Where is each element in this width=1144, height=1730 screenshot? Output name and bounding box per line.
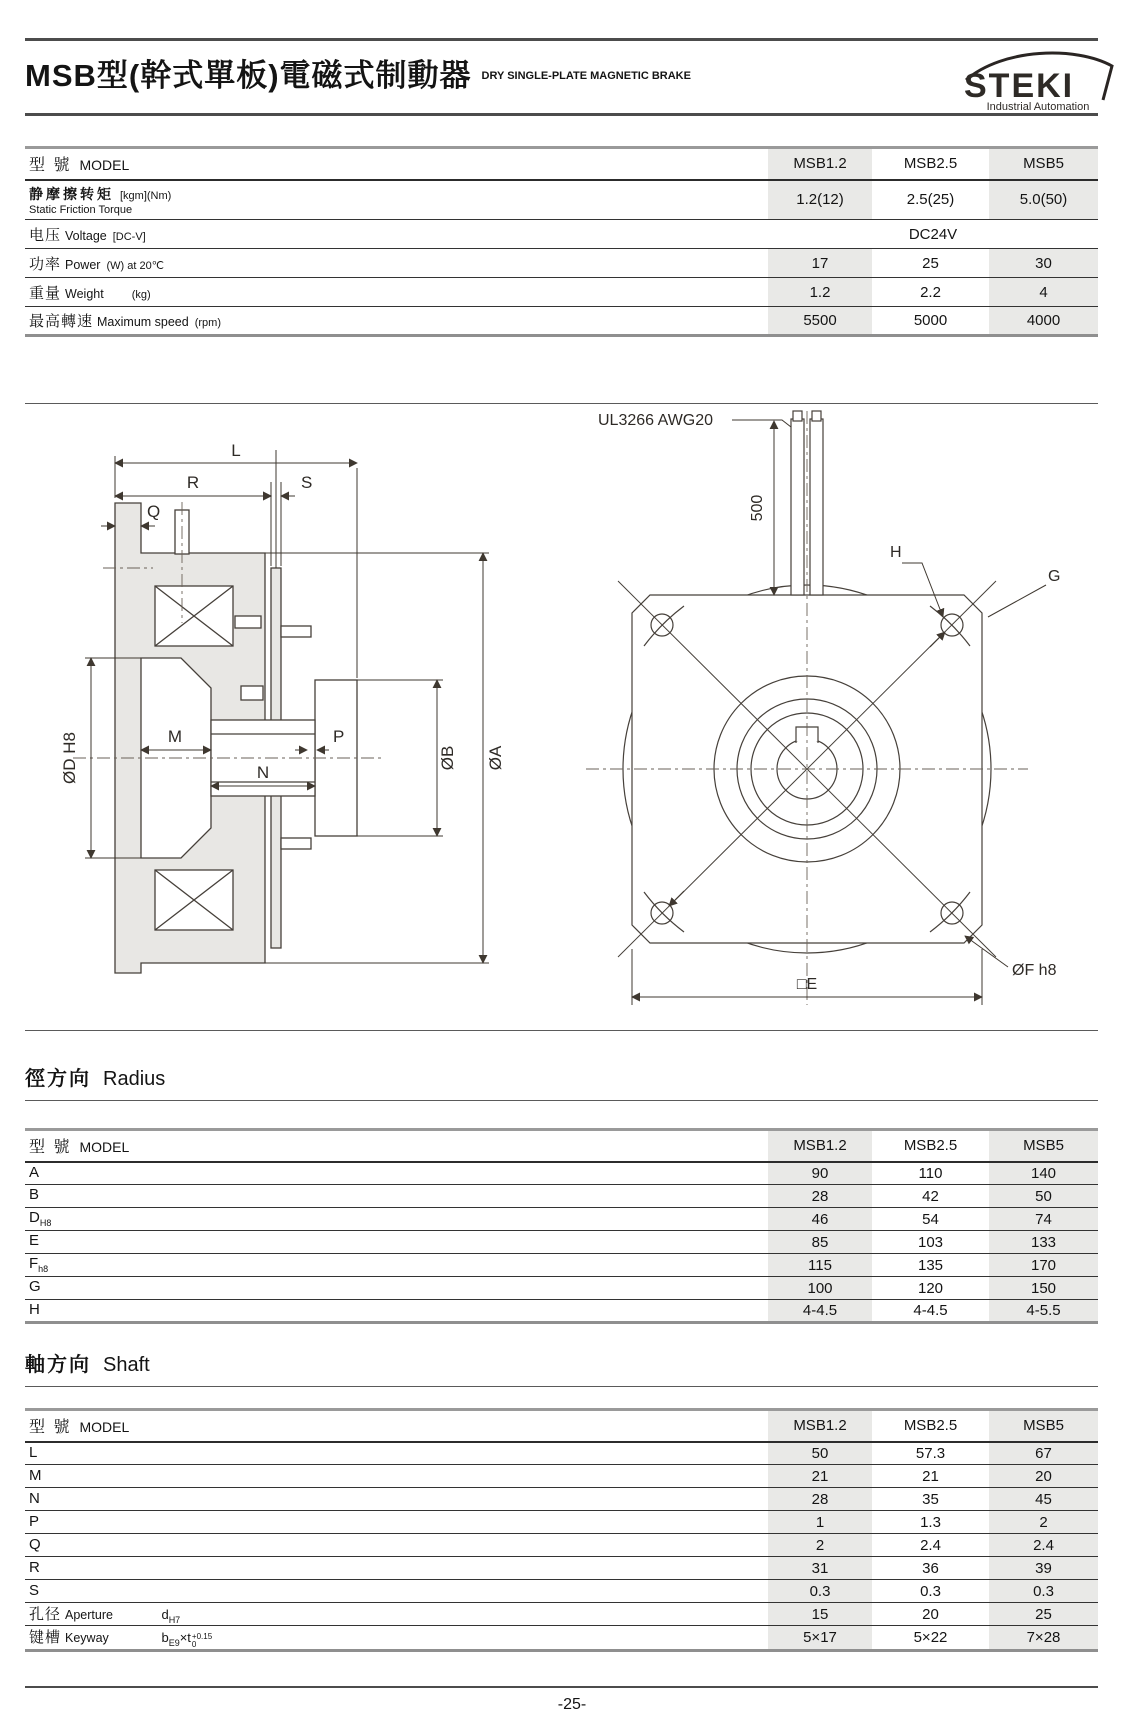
- value-cell: 25: [989, 1603, 1098, 1626]
- value-cell: 100: [768, 1277, 872, 1300]
- shaft-heading-rule: [25, 1386, 1098, 1387]
- table-header-row: [25, 1410, 1098, 1442]
- value-cell: 50: [768, 1442, 872, 1465]
- dim-symbol: L: [29, 1444, 38, 1462]
- value-cell: 4-4.5: [913, 1302, 948, 1319]
- model-header-zh: 型 號: [29, 1139, 72, 1157]
- value-cell: 2: [989, 1511, 1098, 1534]
- model-header-en: MODEL: [79, 157, 130, 174]
- value-cell: 0.3: [768, 1580, 872, 1603]
- dim-symbol: G: [29, 1278, 41, 1296]
- dim-symbol: Q: [29, 1536, 41, 1553]
- row-label-zh: 电压: [29, 226, 62, 244]
- value-cell: 4-5.5: [989, 1300, 1098, 1323]
- value-cell: 150: [989, 1277, 1098, 1300]
- row-label-zh: 功率: [29, 255, 62, 273]
- value-cell: 15: [768, 1603, 872, 1626]
- row-label-zh: 重量: [29, 284, 62, 302]
- lead-wire: [791, 419, 804, 595]
- row-label-cell: [25, 1254, 768, 1277]
- dim-label-dia-a: ØA: [486, 745, 505, 771]
- page-title: MSB型(幹式單板)電磁式制動器: [25, 58, 472, 93]
- column-header: MSB1.2: [768, 1130, 872, 1162]
- column-header: MSB2.5: [903, 1417, 958, 1435]
- table-row: [25, 1534, 1098, 1557]
- value-cell: 50: [989, 1185, 1098, 1208]
- table-row: [25, 307, 1098, 336]
- dim-symbol: A: [29, 1163, 40, 1181]
- radius-table: [25, 1128, 1098, 1324]
- screw-detail: [241, 686, 263, 700]
- dim-label-N: N: [256, 763, 270, 782]
- row-label-cell: [25, 1626, 768, 1651]
- value-cell: 54: [922, 1210, 939, 1228]
- table-row: [25, 1185, 1098, 1208]
- row-label-cell: [25, 278, 768, 307]
- row-label-cell: [25, 1465, 768, 1488]
- cross-section-drawing: [55, 418, 515, 998]
- row-label-cell: [25, 1557, 768, 1580]
- model-header-cell: [25, 1130, 768, 1162]
- page-subtitle: DRY SINGLE-PLATE MAGNETIC BRAKE: [481, 70, 691, 82]
- value-cell: 5×17: [768, 1626, 872, 1651]
- row-label-zh: 静摩擦转矩: [29, 185, 114, 202]
- value-cell: 46: [768, 1208, 872, 1231]
- value-cell: 74: [989, 1208, 1098, 1231]
- header-bottom-rule: [25, 113, 1098, 116]
- value-cell: 30: [989, 249, 1098, 278]
- row-label-unit: [kgm](Nm): [120, 189, 172, 202]
- stator-body: [115, 503, 357, 973]
- tolerance-upper: +0.15: [191, 1632, 213, 1642]
- value-cell: 28: [768, 1488, 872, 1511]
- column-header: MSB1.2: [768, 1410, 872, 1442]
- table-header-row: [25, 1130, 1098, 1162]
- row-label-cell: [25, 1580, 768, 1603]
- model-header-cell: [25, 148, 768, 180]
- row-label-cell: [25, 220, 768, 249]
- value-cell: 4-4.5: [768, 1300, 872, 1323]
- dim-symbol: S: [29, 1582, 40, 1599]
- value-cell: 57.3: [915, 1444, 946, 1462]
- table-row: [25, 1626, 1098, 1651]
- dim-label-R: R: [186, 473, 200, 492]
- page-number: -25-: [557, 1696, 587, 1713]
- model-header-cell: [25, 1410, 768, 1442]
- table-row: [25, 1300, 1098, 1323]
- value-cell: 2.5(25): [906, 191, 955, 209]
- dim-symbol: D: [29, 1209, 40, 1227]
- dim-label-dia-d: ØD H8: [60, 732, 79, 784]
- row-label-cell: [25, 307, 768, 336]
- row-label-cell: [25, 1300, 768, 1323]
- table-row: [25, 1580, 1098, 1603]
- lead-wire: [810, 419, 823, 595]
- spec-table: [25, 146, 1098, 337]
- row-label-en: Aperture: [65, 1608, 113, 1622]
- dim-label-L: L: [231, 441, 241, 460]
- screw-detail: [235, 616, 261, 628]
- dim-symbol: d: [161, 1607, 169, 1622]
- value-cell: 1: [768, 1511, 872, 1534]
- table-row: [25, 220, 1098, 249]
- value-cell: 21: [922, 1467, 939, 1485]
- wire-terminal: [793, 411, 802, 421]
- model-header-en: MODEL: [79, 1419, 130, 1436]
- shaft-section-heading: [25, 1348, 150, 1377]
- footer-rule: [25, 1686, 1098, 1688]
- value-cell: 2.2: [920, 283, 941, 301]
- row-label-en: Maximum speed: [97, 315, 189, 329]
- heading-zh: 軸方向: [25, 1354, 91, 1376]
- dim-symbol: B: [29, 1186, 40, 1204]
- model-header-en: MODEL: [79, 1139, 130, 1156]
- row-label-unit: (kg): [131, 288, 151, 301]
- screw-detail: [281, 626, 311, 637]
- row-label-zh: 最高轉速: [29, 313, 94, 330]
- row-label-cell: [25, 1534, 768, 1557]
- dim-symbol: E: [29, 1232, 40, 1250]
- value-cell: 2.4: [989, 1534, 1098, 1557]
- table-row: [25, 249, 1098, 278]
- value-cell: 90: [768, 1162, 872, 1185]
- table-row: [25, 1603, 1098, 1626]
- table-row: [25, 1442, 1098, 1465]
- dim-symbol: R: [29, 1559, 40, 1576]
- logo-tagline: Industrial Automation: [986, 101, 1090, 112]
- row-label-zh: 孔径: [29, 1606, 62, 1623]
- dim-subscript: h8: [38, 1264, 49, 1275]
- heading-en: Radius: [103, 1068, 166, 1090]
- row-label-cell: [25, 1442, 768, 1465]
- value-cell: 20: [922, 1605, 939, 1623]
- value-cell: 42: [922, 1187, 939, 1205]
- dim-label-E: □E: [796, 976, 818, 993]
- value-cell: 85: [768, 1231, 872, 1254]
- column-header: MSB5: [989, 148, 1098, 180]
- logo-text: STEKI: [964, 67, 1075, 105]
- row-label-cell: [25, 1511, 768, 1534]
- column-header: MSB1.2: [768, 148, 872, 180]
- value-cell: 0.3: [920, 1582, 941, 1600]
- value-cell: 110: [918, 1164, 943, 1182]
- table-row: [25, 180, 1098, 220]
- dim-symbol: P: [29, 1513, 40, 1530]
- value-cell: 35: [922, 1490, 939, 1508]
- top-rule: [25, 38, 1098, 41]
- dim-symbol: H: [29, 1300, 40, 1318]
- value-cell: 21: [768, 1465, 872, 1488]
- row-label-zh: 键槽: [29, 1629, 62, 1647]
- dim-label-G: G: [1048, 568, 1061, 585]
- value-cell: 140: [989, 1162, 1098, 1185]
- wire-terminal: [812, 411, 821, 421]
- drawing-bottom-rule: [25, 1030, 1098, 1031]
- table-row: [25, 1465, 1098, 1488]
- value-cell: 0.3: [989, 1580, 1098, 1603]
- heading-en: Shaft: [103, 1354, 150, 1376]
- value-cell: 28: [768, 1185, 872, 1208]
- dim-label-P: P: [333, 727, 345, 746]
- dim-label-S: S: [301, 473, 313, 492]
- value-cell: 20: [989, 1465, 1098, 1488]
- brand-logo: [948, 42, 1128, 112]
- row-label-cell: [25, 1162, 768, 1185]
- row-label-unit: [DC-V]: [112, 230, 146, 243]
- table-row: [25, 278, 1098, 307]
- value-cell-span: DC24V: [908, 225, 958, 243]
- value-cell: 133: [989, 1231, 1098, 1254]
- table-row: [25, 1277, 1098, 1300]
- value-cell: 39: [989, 1557, 1098, 1580]
- value-cell: 4000: [989, 307, 1098, 336]
- row-label-cell: [25, 1185, 768, 1208]
- tolerance-lower: 0: [191, 1640, 197, 1650]
- table-row: [25, 1557, 1098, 1580]
- value-cell: 1.3: [920, 1513, 941, 1531]
- value-cell: 5.0(50): [989, 180, 1098, 220]
- row-label-en: Static Friction Torque: [29, 203, 133, 216]
- column-header: MSB2.5: [903, 1137, 958, 1155]
- value-cell: 1.2(12): [768, 180, 872, 220]
- row-label-unit: (rpm): [194, 317, 221, 329]
- value-cell: 17: [768, 249, 872, 278]
- dim-subscript: H7: [168, 1615, 181, 1626]
- value-cell: 1.2: [768, 278, 872, 307]
- value-cell: 67: [989, 1442, 1098, 1465]
- value-cell: 31: [768, 1557, 872, 1580]
- value-cell: 135: [917, 1256, 944, 1274]
- table-row: [25, 1488, 1098, 1511]
- heading-zh: 徑方向: [25, 1068, 91, 1090]
- drawing-top-rule: [25, 403, 1098, 404]
- table-row: [25, 1162, 1098, 1185]
- value-cell: 5500: [768, 307, 872, 336]
- dim-label-M: M: [167, 727, 183, 746]
- column-header: MSB5: [989, 1410, 1098, 1442]
- table-row: [25, 1208, 1098, 1231]
- value-cell: 103: [917, 1233, 944, 1251]
- row-label-en: Voltage: [65, 228, 107, 243]
- value-cell: 2.4: [920, 1536, 941, 1554]
- row-label-cell: [25, 1603, 768, 1626]
- shaft-table: [25, 1408, 1098, 1652]
- dim-symbol: ×t: [179, 1630, 191, 1646]
- row-label-cell: [25, 1488, 768, 1511]
- row-label-cell: [25, 249, 768, 278]
- table-row: [25, 1511, 1098, 1534]
- row-label-cell: [25, 1208, 768, 1231]
- model-header-zh: 型 號: [29, 1419, 72, 1437]
- wire-spec-label: UL3266 AWG20: [598, 412, 714, 429]
- value-cell: 36: [922, 1559, 939, 1577]
- dim-label-500: 500: [749, 494, 766, 522]
- dim-label-dia-b: ØB: [438, 745, 457, 771]
- dim-symbol: N: [29, 1490, 40, 1507]
- value-cell: 5000: [913, 312, 948, 329]
- row-label-unit: (W) at 20℃: [106, 259, 165, 272]
- dim-symbol: F: [29, 1255, 39, 1273]
- dim-subscript: H8: [39, 1218, 52, 1229]
- screw-detail: [281, 838, 311, 849]
- value-cell: 4: [989, 278, 1098, 307]
- table-row: [25, 1231, 1098, 1254]
- table-header-row: [25, 148, 1098, 180]
- row-label-en: Weight: [65, 286, 104, 301]
- dim-label-H: H: [890, 544, 902, 561]
- row-label-cell: [25, 1231, 768, 1254]
- value-cell: 5×22: [913, 1629, 948, 1647]
- dim-label-Q: Q: [147, 502, 161, 521]
- value-cell: 115: [768, 1254, 872, 1277]
- model-header-zh: 型 號: [29, 157, 72, 175]
- row-label-en: Power: [65, 257, 101, 272]
- radius-section-heading: [25, 1062, 165, 1091]
- value-cell: 25: [922, 254, 939, 272]
- dim-subscript: E9: [168, 1638, 180, 1649]
- radius-heading-rule: [25, 1100, 1098, 1101]
- dim-symbol: M: [29, 1467, 42, 1484]
- row-label-en: Keyway: [65, 1631, 109, 1646]
- row-label-cell: [25, 180, 768, 220]
- value-cell: 2: [768, 1534, 872, 1557]
- value-cell: 170: [989, 1254, 1098, 1277]
- dim-label-dia-f: ØF h8: [1012, 962, 1057, 979]
- column-header: MSB5: [989, 1130, 1098, 1162]
- value-cell: 45: [989, 1488, 1098, 1511]
- row-label-cell: [25, 1277, 768, 1300]
- column-header: MSB2.5: [903, 155, 958, 173]
- dim-symbol: b: [161, 1630, 169, 1646]
- value-cell: 120: [917, 1279, 944, 1297]
- table-row: [25, 1254, 1098, 1277]
- page-header: [25, 50, 691, 95]
- front-view-drawing: [560, 405, 1120, 1015]
- value-cell: 7×28: [989, 1626, 1098, 1651]
